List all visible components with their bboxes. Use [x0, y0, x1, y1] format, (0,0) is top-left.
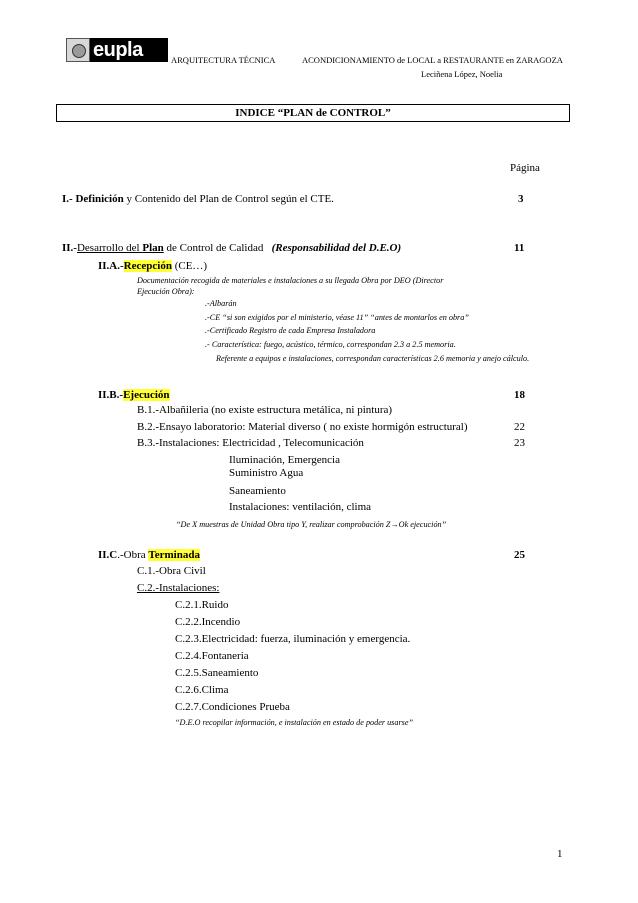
s2a-highlight: Recepción	[123, 260, 172, 272]
s2c-item: C.2.4.Fontaneria	[175, 650, 249, 662]
section-1	[62, 193, 334, 205]
s2c-item: C.2.1.Ruido	[175, 599, 229, 611]
s2c-item: C.2.7.Condiciones Prueba	[175, 701, 290, 713]
logo-text: eupla	[90, 38, 168, 62]
s2a-item: .-Albarán	[205, 299, 237, 308]
s2a-item: Referente a equipos e instalaciones, correspondan características 2.6 memoria y anejo cálculo.	[216, 354, 530, 363]
s2b-b1: B.1.-Albañileria (no existe estructura metálica, ni pintura)	[137, 404, 393, 416]
header-degree: ARQUITECTURA TÉCNICA	[171, 55, 276, 65]
s2-prefix: II.-	[62, 242, 77, 254]
s2a-item: .- Característica: fuego, acústico, térmico, correspondan 2.3 a 2.5 memoria.	[205, 340, 456, 349]
section-2c	[98, 549, 200, 561]
s2b-b3-item: Suministro Agua	[229, 467, 304, 479]
s2c-item: C.2.2.Incendio	[175, 616, 241, 628]
eupla-logo	[66, 38, 168, 62]
s2-text1: Desarrollo del	[76, 242, 143, 254]
s2b-page: 18	[514, 389, 525, 401]
s2c-prefix: .-Obra	[117, 549, 149, 561]
s2b-note	[176, 520, 446, 529]
s2c-note: “D.E.O recopilar información, e instalación en estado de poder usarse”	[175, 718, 414, 727]
section-2a	[98, 260, 207, 272]
s1-page: 3	[518, 193, 524, 205]
s2c-item: C.2.5.Saneamiento	[175, 667, 259, 679]
s2-responsibility: (Responsabilidad del D.E.O)	[271, 242, 402, 254]
s2-page: 11	[514, 242, 525, 254]
s2a-item: .-Certificado Registro de cada Empresa Instaladora	[205, 326, 376, 335]
s2a-doc-line2: Ejecución Obra):	[137, 287, 195, 296]
header-author: Leciñena López, Noelia	[421, 69, 503, 79]
pagina-label: Página	[510, 162, 540, 174]
s2b-note-b: Ok ejecución”	[398, 520, 447, 529]
s2c-highlight: Terminada	[148, 549, 200, 561]
s2c-item: C.2.3.Electricidad: fuerza, iluminación y emergencia.	[175, 633, 411, 645]
s2a-rest: (CE…)	[171, 260, 208, 272]
section-2b	[98, 389, 170, 401]
page-number: 1	[557, 848, 563, 860]
s2b-b3-item: Instalaciones: ventilación, clima	[229, 501, 372, 513]
section-2	[62, 242, 401, 254]
s2b-b3-item: Saneamiento	[229, 485, 286, 497]
s1-prefix: I.-	[62, 193, 76, 205]
s2c-page: 25	[514, 549, 525, 561]
s2-plan: Plan	[142, 242, 164, 254]
index-title: INDICE “PLAN de CONTROL”	[56, 104, 570, 122]
s2b-b3-page: 23	[514, 437, 525, 449]
s2b-highlight: Ejecución	[123, 389, 170, 401]
s2b-note-a: “De X muestras de Unidad Obra tipo Y, realizar comprobación Z	[176, 520, 391, 529]
s1-bold: Definición	[75, 193, 124, 205]
header-project: ACONDICIONAMIENTO de LOCAL a RESTAURANTE en ZARAGOZA	[302, 55, 563, 65]
s2c-prefix-bold: II.C	[98, 549, 118, 561]
arrow-right-icon: →	[390, 520, 399, 529]
s2b-b3: B.3.-Instalaciones: Electricidad , Telecomunicación	[137, 437, 364, 449]
s2c-c1: C.1.-Obra Civil	[137, 565, 206, 577]
s2a-doc-line1: Documentación recogida de materiales e instalaciones a su llegada Obra por DEO (Director	[137, 276, 444, 285]
s2b-b2-page: 22	[514, 421, 525, 433]
s1-rest: y Contenido del Plan de Control según el CTE.	[123, 193, 334, 205]
s2b-prefix: II.B.-	[98, 389, 124, 401]
s2a-prefix: II.A.-	[98, 260, 124, 272]
s2c-c2: C.2.-Instalaciones:	[137, 582, 220, 594]
s2c-item: C.2.6.Clima	[175, 684, 229, 696]
s2b-b3-item: Iluminación, Emergencia	[229, 454, 340, 466]
university-seal-icon	[66, 38, 90, 62]
s2b-b2: B.2.-Ensayo laboratorio: Material diverso ( no existe hormigón estructural)	[137, 421, 468, 433]
s2-text2: de Control de Calidad	[163, 242, 267, 254]
s2a-item: .-CE “si son exigidos por el ministerio, véase 11” “antes de montarlos en obra”	[205, 313, 469, 322]
